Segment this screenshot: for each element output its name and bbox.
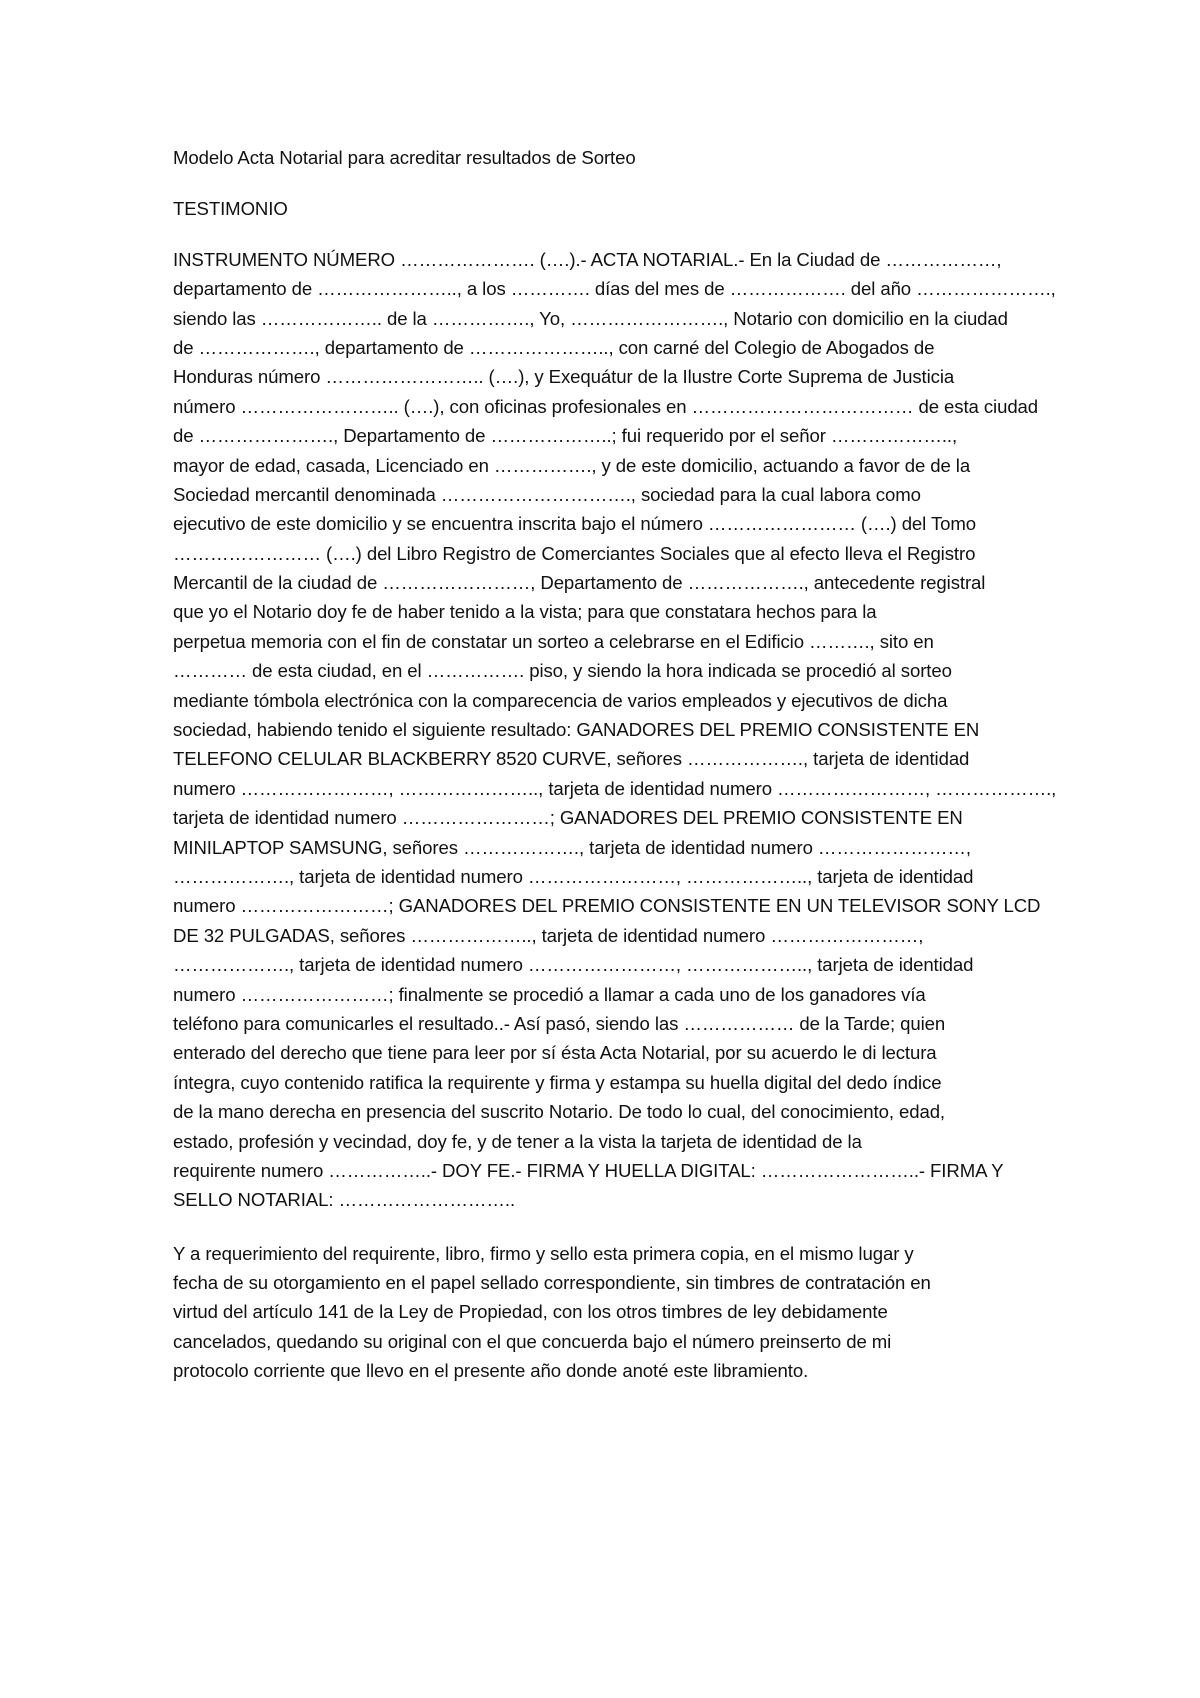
paragraph-line: ejecutivo de este domicilio y se encuentra inscrita bajo el número …………………… (….) del Tomo <box>173 513 977 535</box>
paragraph-line: SELLO NOTARIAL: ……………………….. <box>173 1189 516 1211</box>
paragraph-line: número …………………….. (….), con oficinas profesionales en ……………………………… de esta ciudad <box>173 395 1039 417</box>
paragraph-line: ………………., tarjeta de identidad numero ……………………, ……………….., tarjeta de identidad <box>173 865 974 887</box>
paragraph-line: de ………………., departamento de ………………….., con carné del Colegio de Abogados de <box>173 336 935 358</box>
paragraph-line: ………………., tarjeta de identidad numero ……………………, ……………….., tarjeta de identidad <box>173 954 974 976</box>
paragraph-line: protocolo corriente que llevo en el presente año donde anoté este libramiento. <box>173 1360 809 1382</box>
paragraph-line: TELEFONO CELULAR BLACKBERRY 8520 CURVE, señores ………………., tarjeta de identidad <box>173 748 970 770</box>
paragraph-line: perpetua memoria con el fin de constatar un sorteo a celebrarse en el Edificio ………., sito en <box>173 630 934 652</box>
paragraph-line: DE 32 PULGADAS, señores ……………….., tarjeta de identidad numero ……………………, <box>173 924 924 946</box>
paragraph-line: estado, profesión y vecindad, doy fe, y de tener a la vista la tarjeta de identidad de la <box>173 1130 862 1152</box>
paragraph-line: MINILAPTOP SAMSUNG, señores ………………., tarjeta de identidad numero ……………………, <box>173 836 971 858</box>
paragraph-line: de la mano derecha en presencia del suscrito Notario. De todo lo cual, del conocimiento, edad, <box>173 1101 946 1123</box>
document-body <box>173 143 1057 1386</box>
document-heading: TESTIMONIO <box>173 198 288 220</box>
paragraph-line: cancelados, quedando su original con el que concuerda bajo el número preinserto de mi <box>173 1330 892 1352</box>
paragraph-line: requirente numero ……………..- DOY FE.- FIRMA Y HUELLA DIGITAL: ……………………..- FIRMA Y <box>173 1159 1004 1181</box>
paragraph-line: de …………………., Departamento de ………………..; fui requerido por el señor ……………….., <box>173 425 958 447</box>
paragraph-line: numero ……………………, ………………….., tarjeta de identidad numero ……………………, ………………., <box>173 777 1057 799</box>
paragraph-line: Y a requerimiento del requirente, libro, firmo y sello esta primera copia, en el mismo lugar y <box>173 1242 914 1264</box>
paragraph-line: INSTRUMENTO NÚMERO …………………. (….).- ACTA NOTARIAL.- En la Ciudad de ………………, <box>173 248 1002 270</box>
paragraph-line: numero ……………………; GANADORES DEL PREMIO CONSISTENTE EN UN TELEVISOR SONY LCD <box>173 895 1041 917</box>
paragraph-line: …………………… (….) del Libro Registro de Comerciantes Sociales que al efecto lleva el Registro <box>173 542 976 564</box>
paragraph-line: ………… de esta ciudad, en el ……………. piso, y siendo la hora indicada se procedió al sorteo <box>173 660 952 682</box>
paragraph-line: fecha de su otorgamiento en el papel sellado correspondiente, sin timbres de contratación en <box>173 1272 931 1294</box>
paragraph-line: Honduras número …………………….. (….), y Exequátur de la Ilustre Corte Suprema de Justicia <box>173 366 955 388</box>
paragraph-line: Sociedad mercantil denominada …………………………., sociedad para la cual labora como <box>173 483 921 505</box>
paragraph-line: mediante tómbola electrónica con la comparecencia de varios empleados y ejecutivos de dicha <box>173 689 948 711</box>
paragraph-line: numero ……………………; finalmente se procedió a llamar a cada uno de los ganadores vía <box>173 983 926 1005</box>
paragraph-line: departamento de ………………….., a los …………. días del mes de ………………. del año …………………., <box>173 278 1056 300</box>
paragraph-line: enterado del derecho que tiene para leer por sí ésta Acta Notarial, por su acuerdo le di lectura <box>173 1042 937 1064</box>
paragraph-line: virtud del artículo 141 de la Ley de Propiedad, con los otros timbres de ley debidamente <box>173 1301 888 1323</box>
paragraph-line: sociedad, habiendo tenido el siguiente resultado: GANADORES DEL PREMIO CONSISTENTE EN <box>173 719 980 741</box>
paragraph-line: teléfono para comunicarles el resultado..- Así pasó, siendo las ……………… de la Tarde; quien <box>173 1012 946 1034</box>
paragraph-line: que yo el Notario doy fe de haber tenido a la vista; para que constatara hechos para la <box>173 601 877 623</box>
document-title: Modelo Acta Notarial para acreditar resultados de Sorteo <box>173 147 636 168</box>
paragraph-line: siendo las ……………….. de la ……………., Yo, ……………………., Notario con domicilio en la ciudad <box>173 307 1008 329</box>
notarial-act-paragraph <box>173 245 1057 1215</box>
paragraph-line: mayor de edad, casada, Licenciado en ……………., y de este domicilio, actuando a favor de de la <box>173 454 971 476</box>
paragraph-line: tarjeta de identidad numero ……………………; GANADORES DEL PREMIO CONSISTENTE EN <box>173 807 963 829</box>
copy-issuance-paragraph <box>173 1239 1043 1386</box>
paragraph-line: Mercantil de la ciudad de ……………………, Departamento de ………………., antecedente registral <box>173 572 986 594</box>
paragraph-line: íntegra, cuyo contenido ratifica la requirente y firma y estampa su huella digital del dedo índice <box>173 1071 942 1093</box>
